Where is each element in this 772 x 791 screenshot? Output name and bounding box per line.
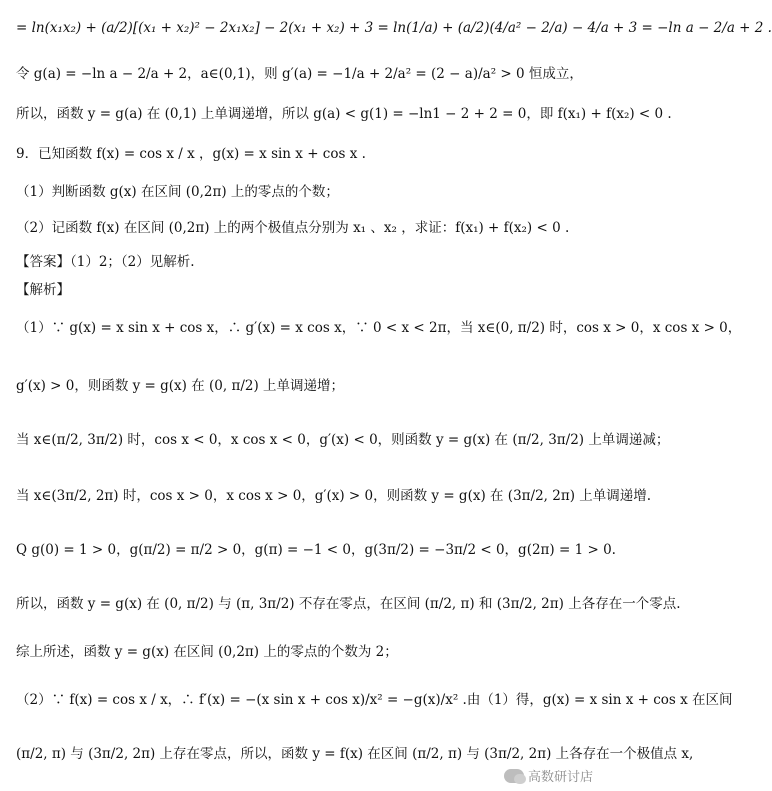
line-2: 令 g(a) = −ln a − 2/a + 2，a∈(0,1)，则 g′(a) = −1/a + 2/a² = (2 − a)/a² > 0 恒成立， (16, 66, 583, 82)
line-analysis-4: 当 x∈(3π/2, 2π) 时，cos x > 0，x cos x > 0，g′(x) > 0，则函数 y = g(x) 在 (3π/2, 2π) 上单调递增. (16, 488, 652, 504)
question-9: 9．已知函数 f(x) = cos x / x ，g(x) = x sin x + cos x . (16, 146, 366, 162)
watermark (504, 766, 593, 785)
line-analysis-6: 所以，函数 y = g(x) 在 (0, π/2) 与 (π, 3π/2) 不存在零点，在区间 (π/2, π) 和 (3π/2, 2π) 上各存在一个零点. (16, 596, 681, 612)
analysis-heading: 【解析】 (16, 282, 70, 298)
line-analysis-2: g′(x) > 0，则函数 y = g(x) 在 (0, π/2) 上单调递增； (16, 378, 345, 394)
line-analysis-1: （1）∵ g(x) = x sin x + cos x，∴ g′(x) = x cos x，∵ 0 < x < 2π，当 x∈(0, π/2) 时，cos x > 0，x cos x > 0， (16, 320, 742, 336)
question-9-part-1: （1）判断函数 g(x) 在区间 (0,2π) 上的零点的个数； (16, 184, 339, 200)
line-1: = ln(x₁x₂) + (a/2)[(x₁ + x₂)² − 2x₁x₂] − 2(x₁ + x₂) + 3 = ln(1/a) + (a/2)(4/a² − 2/a) − 4/a + 3 = −ln a − 2/a + 2 . (16, 20, 772, 36)
question-9-part-2: （2）记函数 f(x) 在区间 (0,2π) 上的两个极值点分别为 x₁ 、x₂ ，求证：f(x₁) + f(x₂) < 0 . (16, 220, 570, 236)
line-3: 所以，函数 y = g(a) 在 (0,1) 上单调递增，所以 g(a) < g(1) = −ln1 − 2 + 2 = 0，即 f(x₁) + f(x₂) < 0 . (16, 106, 672, 122)
line-analysis-9: (π/2, π) 与 (3π/2, 2π) 上存在零点，所以，函数 y = f(x) 在区间 (π/2, π) 与 (3π/2, 2π) 上各存在一个极值点 x, (16, 746, 694, 762)
line-analysis-8: （2）∵ f(x) = cos x / x，∴ f′(x) = −(x sin x + cos x)/x² = −g(x)/x² .由（1）得，g(x) = x sin x + cos x 在区间 (16, 692, 733, 708)
line-analysis-7: 综上所述，函数 y = g(x) 在区间 (0,2π) 上的零点的个数为 2； (16, 644, 398, 660)
answer-line: 【答案】（1）2；（2）见解析. (16, 254, 195, 270)
wechat-icon (504, 769, 524, 783)
watermark-text: 高数研讨店 (527, 770, 593, 785)
line-analysis-5: Q g(0) = 1 > 0，g(π/2) = π/2 > 0，g(π) = −1 < 0，g(3π/2) = −3π/2 < 0，g(2π) = 1 > 0. (16, 542, 616, 558)
line-analysis-3: 当 x∈(π/2, 3π/2) 时，cos x < 0，x cos x < 0，g′(x) < 0，则函数 y = g(x) 在 (π/2, 3π/2) 上单调递减； (16, 432, 670, 448)
